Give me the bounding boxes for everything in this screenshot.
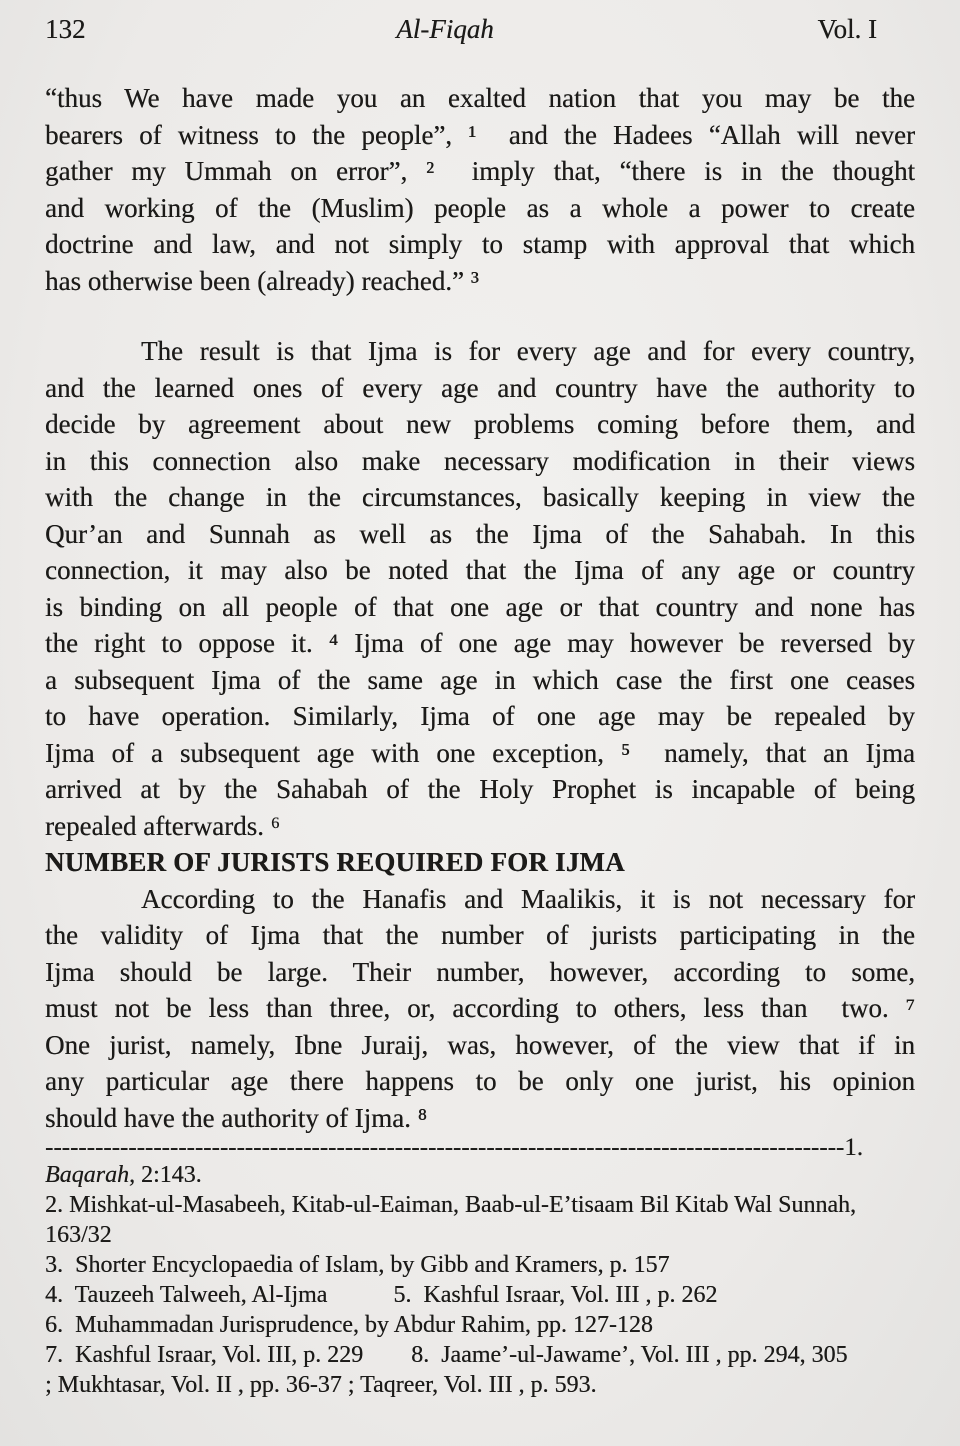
footnote-line: 3. Shorter Encyclopaedia of Islam, by Gibb and Kramers, p. 157 (45, 1252, 670, 1278)
text-line: should have the authority of Ijma. ⁸ (45, 1102, 428, 1133)
text-line: the validity of Ijma that the number of jurists participating in the (45, 920, 915, 950)
text-line: is binding on all people of that one age or that country and none has (45, 591, 915, 622)
text-line: must not be less than three, or, according to others, less than two. ⁷ (45, 993, 915, 1023)
text-line: to have operation. Similarly, Ijma of one age may be repealed by (45, 701, 915, 731)
text-line: the right to oppose it. ⁴ Ijma of one age may however be reversed by (45, 628, 915, 658)
footnote-line: 7. Kashful Israar, Vol. III, p. 229 8. Jaame’-ul-Jawame’, Vol. III , pp. 294, 305 (45, 1342, 848, 1368)
text-line: connection, it may also be noted that the Ijma of any age or country (45, 555, 915, 585)
footnotes-block (45, 1136, 915, 1400)
book-title: Al-Fiqah (396, 14, 494, 44)
text-line: has otherwise been (already) reached.” ³ (45, 265, 479, 296)
text-line: in this connection also make necessary modification in their views (45, 445, 915, 476)
page-header (45, 12, 915, 46)
text-line: arrived at by the Sahabah of the Holy Prophet is incapable of being (45, 774, 915, 804)
text-line: gather my Ummah on error”, ² imply that, “there is in the thought (45, 156, 915, 186)
text-line: any particular age there happens to be only one jurist, his opinion (45, 1066, 915, 1096)
paragraph-2 (45, 333, 915, 844)
footnote-line: 6. Muhammadan Jurisprudence, by Abdur Rahim, pp. 127-128 (45, 1312, 653, 1338)
footnote-line: 4. Tauzeeh Talweeh, Al-Ijma 5. Kashful Israar, Vol. III , p. 262 (45, 1282, 718, 1308)
footnote-line: ; Mukhtasar, Vol. II , pp. 36-37 ; Taqreer, Vol. III , p. 593. (45, 1372, 597, 1398)
paragraph-1 (45, 80, 915, 299)
text-line: with the change in the circumstances, basically keeping in view the (45, 482, 915, 512)
text-line: and the learned ones of every age and country have the authority to (45, 372, 915, 403)
text-line: a subsequent Ijma of the same age in which case the first one ceases (45, 664, 915, 695)
text-line: “thus We have made you an exalted nation that you may be the (45, 83, 915, 113)
text-line: Ijma of a subsequent age with one exception, ⁵ namely, that an Ijma (45, 737, 915, 768)
footnote-line (45, 1160, 915, 1190)
text-line: Ijma should be large. Their number, however, according to some, (45, 956, 915, 987)
section-heading: NUMBER OF JURISTS REQUIRED FOR IJMA (45, 847, 625, 877)
text-line: repealed afterwards. ⁶ (45, 810, 281, 841)
footnote-source-italic: Baqarah, (45, 1162, 135, 1188)
text-line: According to the Hanafis and Maalikis, it is not necessary for (141, 883, 915, 914)
text-line: doctrine and law, and not simply to stamp with approval that which (45, 229, 915, 259)
volume-label: Vol. I (817, 14, 877, 44)
footnote-separator: ------------------------------------------------------------------------------------------------1. (45, 1136, 863, 1160)
text-line: and working of the (Muslim) people as a whole a power to create (45, 192, 915, 223)
paragraph-3 (45, 881, 915, 1137)
page-number: 132 (45, 14, 86, 44)
text-line: decide by agreement about new problems coming before them, and (45, 409, 915, 439)
text-line: The result is that Ijma is for every age and for every country, (141, 336, 915, 366)
text-line: One jurist, namely, Ibne Juraij, was, however, of the view that if in (45, 1029, 915, 1060)
text-line: bearers of witness to the people”, ¹ and the Hadees “Allah will never (45, 119, 915, 150)
text-line: Qur’an and Sunnah as well as the Ijma of the Sahabah. In this (45, 518, 915, 549)
footnote-line: 2. Mishkat-ul-Masabeeh, Kitab-ul-Eaiman, Baab-ul-E’tisaam Bil Kitab Wal Sunnah, (45, 1192, 856, 1218)
footnote-source-ref: 2:143. (135, 1162, 202, 1188)
footnote-line: 163/32 (45, 1222, 112, 1248)
